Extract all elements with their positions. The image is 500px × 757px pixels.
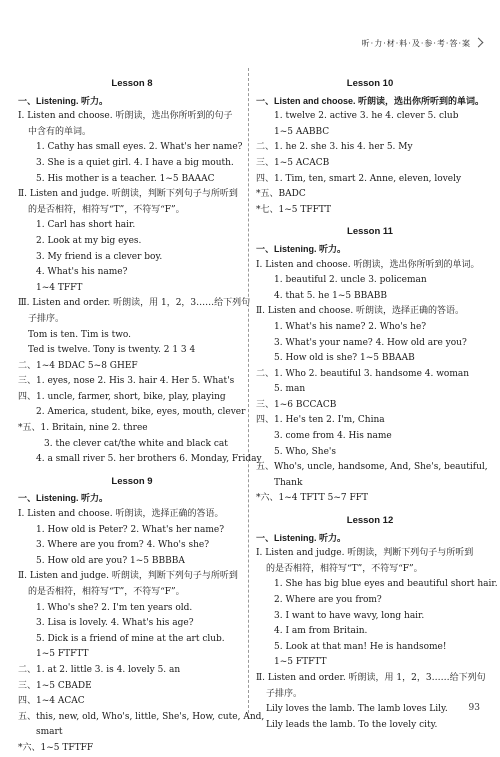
text-line: 4. a small river 5. her brothers 6. Monday, Friday <box>36 454 262 465</box>
text-line: 四、1. uncle, farmer, short, bike, play, playing <box>18 391 226 402</box>
text-line: *五、BADC <box>256 189 306 200</box>
text-line: Ⅰ. Listen and choose. 听朗读，选择正确的答语。 <box>18 509 224 520</box>
text-line: 3. What's your name? 4. How old are you? <box>274 337 467 348</box>
text-line: Ⅰ. Listen and choose. 听朗读，选出你所听到的句子 <box>18 111 233 122</box>
text-line: 5. Dick is a friend of mine at the art club. <box>36 633 225 644</box>
text-line: 4. What's his name? <box>36 267 128 278</box>
text-line: 1. What's his name? 2. Who's he? <box>274 321 427 332</box>
header-text: 听·力·材·料·及·参·考·答·案 <box>361 39 471 48</box>
lesson-heading: Lesson 12 <box>346 515 394 527</box>
page-header <box>362 38 482 49</box>
text-line: 5. Who, She's <box>274 446 337 457</box>
text-line: *六、1~4 TFTT 5~7 FFT <box>256 493 368 504</box>
text-line: 五、Who's, uncle, handsome, And, She's, beautiful, <box>256 462 488 473</box>
text-line: 一、Listening. 听力。 <box>18 493 109 504</box>
text-line: 2. Where are you from? <box>274 595 382 605</box>
text-line: 二、1. at 2. little 3. is 4. lovely 5. an <box>18 664 181 675</box>
text-line: 三、1~5 CBADE <box>18 680 92 691</box>
text-line: 1~5 FTFTT <box>274 657 327 668</box>
text-line: 五、this, new, old, Who's, little, She's, How, cute, And, <box>18 711 265 722</box>
text-line: 子排序。 <box>28 313 65 324</box>
text-line: 1. Who's she? 2. I'm ten years old. <box>36 602 193 613</box>
text-line: Ⅱ. Listen and judge. 听朗读，判断下列句子与所听到 <box>18 571 238 582</box>
lesson-heading: Lesson 9 <box>111 475 153 487</box>
text-line: 1~5 AABBC <box>274 126 330 137</box>
text-line: 一、Listening. 听力。 <box>18 95 109 106</box>
lesson-heading: Lesson 10 <box>346 78 394 89</box>
text-line: 四、1~4 ACAC <box>18 696 85 707</box>
text-line: 1. Carl has short hair. <box>36 220 136 231</box>
text-line: 5. How old are you? 1~5 BBBBA <box>36 555 185 566</box>
column-divider <box>248 68 249 713</box>
text-line: 的是否相符，相符写“T”，不符写“F”。 <box>266 563 423 574</box>
text-line: 5. His mother is a teacher. 1~5 BAAAC <box>36 173 215 184</box>
text-line: 3. come from 4. His name <box>274 431 392 442</box>
page-number: 93 <box>468 703 480 713</box>
text-line: 1. twelve 2. active 3. he 4. clever 5. club <box>274 111 459 122</box>
text-line: 2. Look at my big eyes. <box>36 235 142 246</box>
text-line: Ⅱ. Listen and order. 听朗读，用 1，2，3……给下列句 <box>256 672 486 683</box>
chevron-right-icon <box>474 38 484 48</box>
left-column <box>18 70 265 757</box>
text-line: 3. Lisa is lovely. 4. What's his age? <box>36 618 194 629</box>
text-line: Lily leads the lamb. To the lovely city. <box>266 719 438 730</box>
text-line: 二、1~4 BDAC 5~8 GHEF <box>18 360 138 371</box>
lesson-heading: Lesson 8 <box>111 78 153 89</box>
text-line: Ⅱ. Listen and choose. 听朗读，选择正确的答语。 <box>256 306 465 317</box>
watermark-logo <box>400 699 490 725</box>
text-line: 3. My friend is a clever boy. <box>36 251 163 262</box>
text-line: 5. man <box>274 384 306 395</box>
text-line: Lily loves the lamb. The lamb loves Lily. <box>266 704 448 715</box>
text-line: 的是否相符，相符写“T”，不符写“F”。 <box>28 587 185 597</box>
text-line: Thank <box>274 477 303 488</box>
text-line: 4. that 5. he 1~5 BBABB <box>274 290 387 301</box>
text-line: 子排序。 <box>266 688 303 699</box>
text-line: 1. Cathy has small eyes. 2. What's her name? <box>36 142 243 153</box>
text-line: 四、1. Tim, ten, smart 2. Anne, eleven, lovely <box>256 173 462 184</box>
text-line: *五、1. Britain, nine 2. three <box>18 423 148 434</box>
text-line: 三、1~6 BCCACB <box>256 399 337 410</box>
text-line: Ⅲ. Listen and order. 听朗读，用 1，2，3……给下列句 <box>18 298 251 309</box>
text-line: 一、Listening. 听力。 <box>256 243 347 254</box>
text-line: 二、1. he 2. she 3. his 4. her 5. My <box>256 142 413 153</box>
text-line: smart <box>36 727 63 738</box>
text-line: 三、1. eyes, nose 2. His 3. hair 4. Her 5. What's <box>18 376 235 387</box>
lesson-heading: Lesson 11 <box>347 226 393 238</box>
text-line: 1~4 TFFT <box>36 282 83 293</box>
text-line: *七、1~5 TFFTT <box>256 204 332 215</box>
text-line: 1. beautiful 2. uncle 3. policeman <box>274 275 427 286</box>
text-line: 3. I want to have wavy, long hair. <box>274 610 425 621</box>
text-line: 一、Listen and choose. 听朗读，选出你所听到的单词。 <box>256 95 485 106</box>
text-line: 5. How old is she? 1~5 BBAAB <box>274 353 415 364</box>
text-line: 四、1. He's ten 2. I'm, China <box>256 415 385 426</box>
text-line: 1~5 FTFTT <box>36 649 89 660</box>
text-line: Ⅱ. Listen and judge. 听朗读，判断下列句子与所听到 <box>18 189 238 200</box>
text-line: Ted is twelve. Tony is twenty. 2 1 3 4 <box>28 345 196 356</box>
text-line: 二、1. Who 2. beautiful 3. handsome 4. woman <box>256 368 470 379</box>
text-line: 4. I am from Britain. <box>274 626 368 637</box>
text-line: 3. She is a quiet girl. 4. I have a big mouth. <box>36 157 234 168</box>
text-line: Ⅰ. Listen and choose. 听朗读，选出你所听到的单词。 <box>256 259 480 270</box>
text-line: 一、Listening. 听力。 <box>256 532 347 543</box>
right-column <box>256 70 498 733</box>
text-line: 5. Look at that man! He is handsome! <box>274 641 447 652</box>
text-line: 3. Where are you from? 4. Who's she? <box>36 540 210 551</box>
text-line: 中含有的单词。 <box>28 126 92 137</box>
text-line: 2. America, student, bike, eyes, mouth, clever <box>36 407 246 418</box>
text-line: 3. the clever cat/the white and black cat <box>44 438 228 449</box>
text-line: Ⅰ. Listen and judge. 听朗读，判断下列句子与所听到 <box>256 548 474 559</box>
text-line: 三、1~5 ACACB <box>256 157 330 168</box>
text-line: 1. How old is Peter? 2. What's her name? <box>36 524 225 535</box>
text-line: Tom is ten. Tim is two. <box>28 329 132 340</box>
text-line: *六、1~5 TFTFF <box>18 742 94 753</box>
text-line: 1. She has big blue eyes and beautiful short hair. <box>274 579 498 590</box>
text-line: 的是否相符，相符写“T”，不符写“F”。 <box>28 204 185 215</box>
